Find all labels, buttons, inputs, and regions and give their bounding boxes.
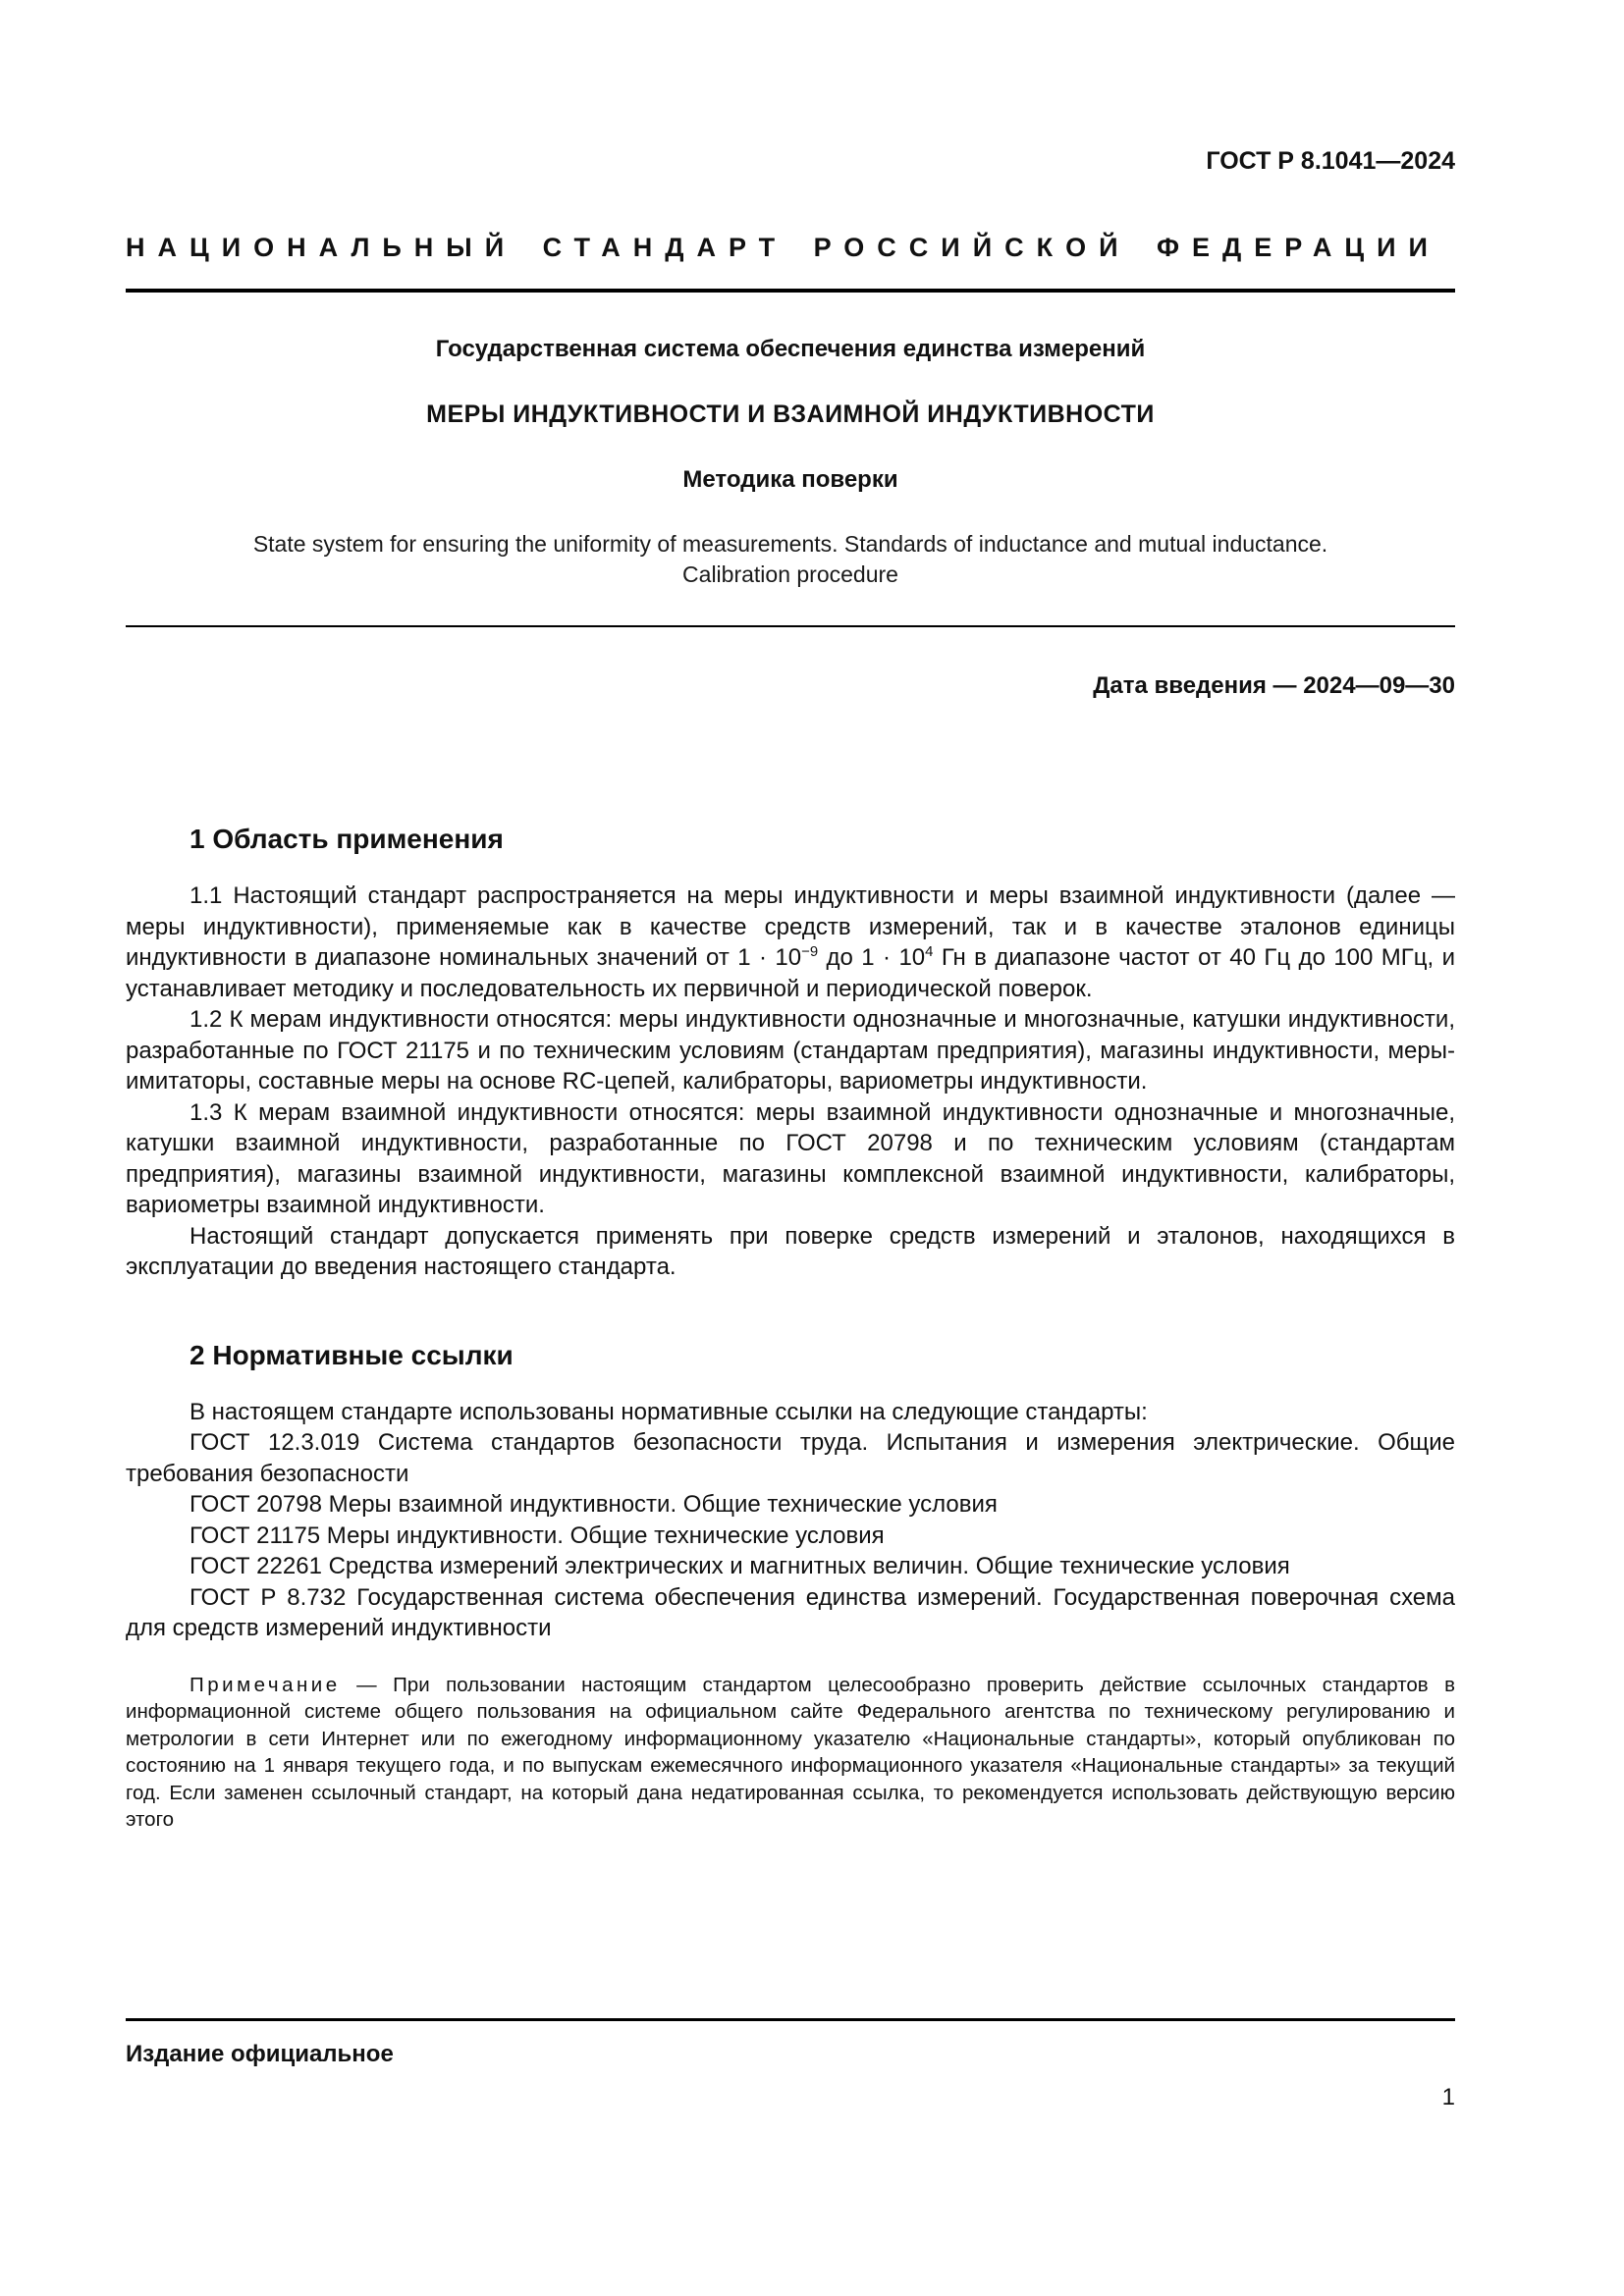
footer-rule: [126, 2018, 1455, 2021]
doc-number: ГОСТ Р 8.1041—2024: [1206, 147, 1455, 175]
page-number: 1: [1441, 2084, 1455, 2110]
references-intro: В настоящем стандарте использованы нормативные ссылки на следующие стандарты:: [189, 1398, 1148, 1425]
reference-item: ГОСТ 22261 Средства измерений электрических и магнитных величин. Общие технические условия: [189, 1553, 1290, 1579]
reference-item: ГОСТ 20798 Меры взаимной индуктивности. Общие технические условия: [189, 1491, 998, 1518]
title-rule: [126, 625, 1455, 627]
paragraph-1-4: Настоящий стандарт допускается применять при поверке средств измерений и эталонов, находящихся в эксплуатации до введения настоящего стандарта.: [126, 1222, 1455, 1280]
note-text: — При пользовании настоящим стандартом целесообразно проверить действие ссылочных стандартов в информационной системе общего пользования на официальном сайте Федерального агентства по техническому регулированию и метрологии в сети Интернет или по ежегодному информационному указателю «Национальные стандарты», который опубликован по состоянию на 1 января текущего года, и по выпускам ежемесячного информационного указателя «Национальные стандарты» за текущий год. Если заменен ссылочный стандарт, на который дана недатированная ссылка, то рекомендуется использовать действующую версию этого: [126, 1673, 1455, 1831]
header-rule: [126, 289, 1455, 293]
paragraph-1-1: [126, 881, 1455, 1004]
effective-date: Дата введения — 2024—09—30: [1093, 672, 1455, 699]
official-edition-label: Издание официальное: [126, 2041, 394, 2067]
paragraph-1-2: 1.2 К мерам индуктивности относятся: меры индуктивности однозначные и многозначные, катушки индуктивности, разработанные по ГОСТ 21175 и по техническим условиям (стандартам предприятия), магазины индуктивности, меры-имитаторы, составные меры на основе RC-цепей, калибраторы, вариометры индуктивности.: [126, 1006, 1455, 1095]
reference-item: ГОСТ 21175 Меры индуктивности. Общие технические условия: [189, 1522, 885, 1549]
note-label: Примечание: [189, 1673, 341, 1696]
paragraph-1-1-text: до 1 · 10: [818, 944, 926, 971]
doc-subtitle: Методика поверки: [682, 466, 898, 493]
doc-title-english-line2: Calibration procedure: [682, 561, 898, 587]
paragraph-1-1-text: Гн в диапазоне частот от 40 Гц до 100 МГц, и устанавливает методику и последовательность их первичной и периодической поверок.: [126, 944, 1456, 1002]
standard-type-banner: НАЦИОНАЛЬНЫЙ СТАНДАРТ РОССИЙСКОЙ ФЕДЕРАЦИИ: [126, 233, 1440, 262]
doc-title-english: [126, 529, 1455, 590]
section-1-heading: 1 Область применения: [189, 824, 504, 854]
title-block: [126, 336, 1455, 590]
reference-item: ГОСТ 12.3.019 Система стандартов безопасности труда. Испытания и измерения электрические. Общие требования безопасности: [126, 1429, 1455, 1487]
note-paragraph: [126, 1672, 1455, 1834]
superscript-exponent: 4: [925, 944, 934, 960]
superscript-exponent: −9: [801, 944, 819, 960]
doc-title: МЕРЫ ИНДУКТИВНОСТИ И ВЗАИМНОЙ ИНДУКТИВНОСТИ: [426, 400, 1155, 428]
doc-title-english-line1: State system for ensuring the uniformity of measurements. Standards of inductance and mutual inductance.: [252, 531, 1328, 557]
section-2-heading: 2 Нормативные ссылки: [189, 1339, 514, 1370]
page-footer: [126, 2018, 1455, 2111]
gss-line: Государственная система обеспечения единства измерений: [435, 336, 1146, 362]
reference-item: ГОСТ Р 8.732 Государственная система обеспечения единства измерений. Государственная поверочная схема для средств измерений индуктивности: [126, 1583, 1455, 1641]
paragraph-1-1-text: 1.1 Настоящий стандарт распространяется на меры индуктивности и меры взаимной индуктивности (далее — меры индуктивности), применяемые как в качестве средств измерений, так и в качестве эталонов единицы индуктивности в диапазоне номинальных значений от 1 · 10: [126, 882, 1455, 971]
paragraph-1-3: 1.3 К мерам взаимной индуктивности относятся: меры взаимной индуктивности однозначные и многозначные, катушки взаимной индуктивности, разработанные по ГОСТ 20798 и по техническим условиям (стандартам предприятия), магазины взаимной индуктивности, магазины комплексной взаимной индуктивности, калибраторы, вариометры взаимной индуктивности.: [126, 1098, 1455, 1218]
